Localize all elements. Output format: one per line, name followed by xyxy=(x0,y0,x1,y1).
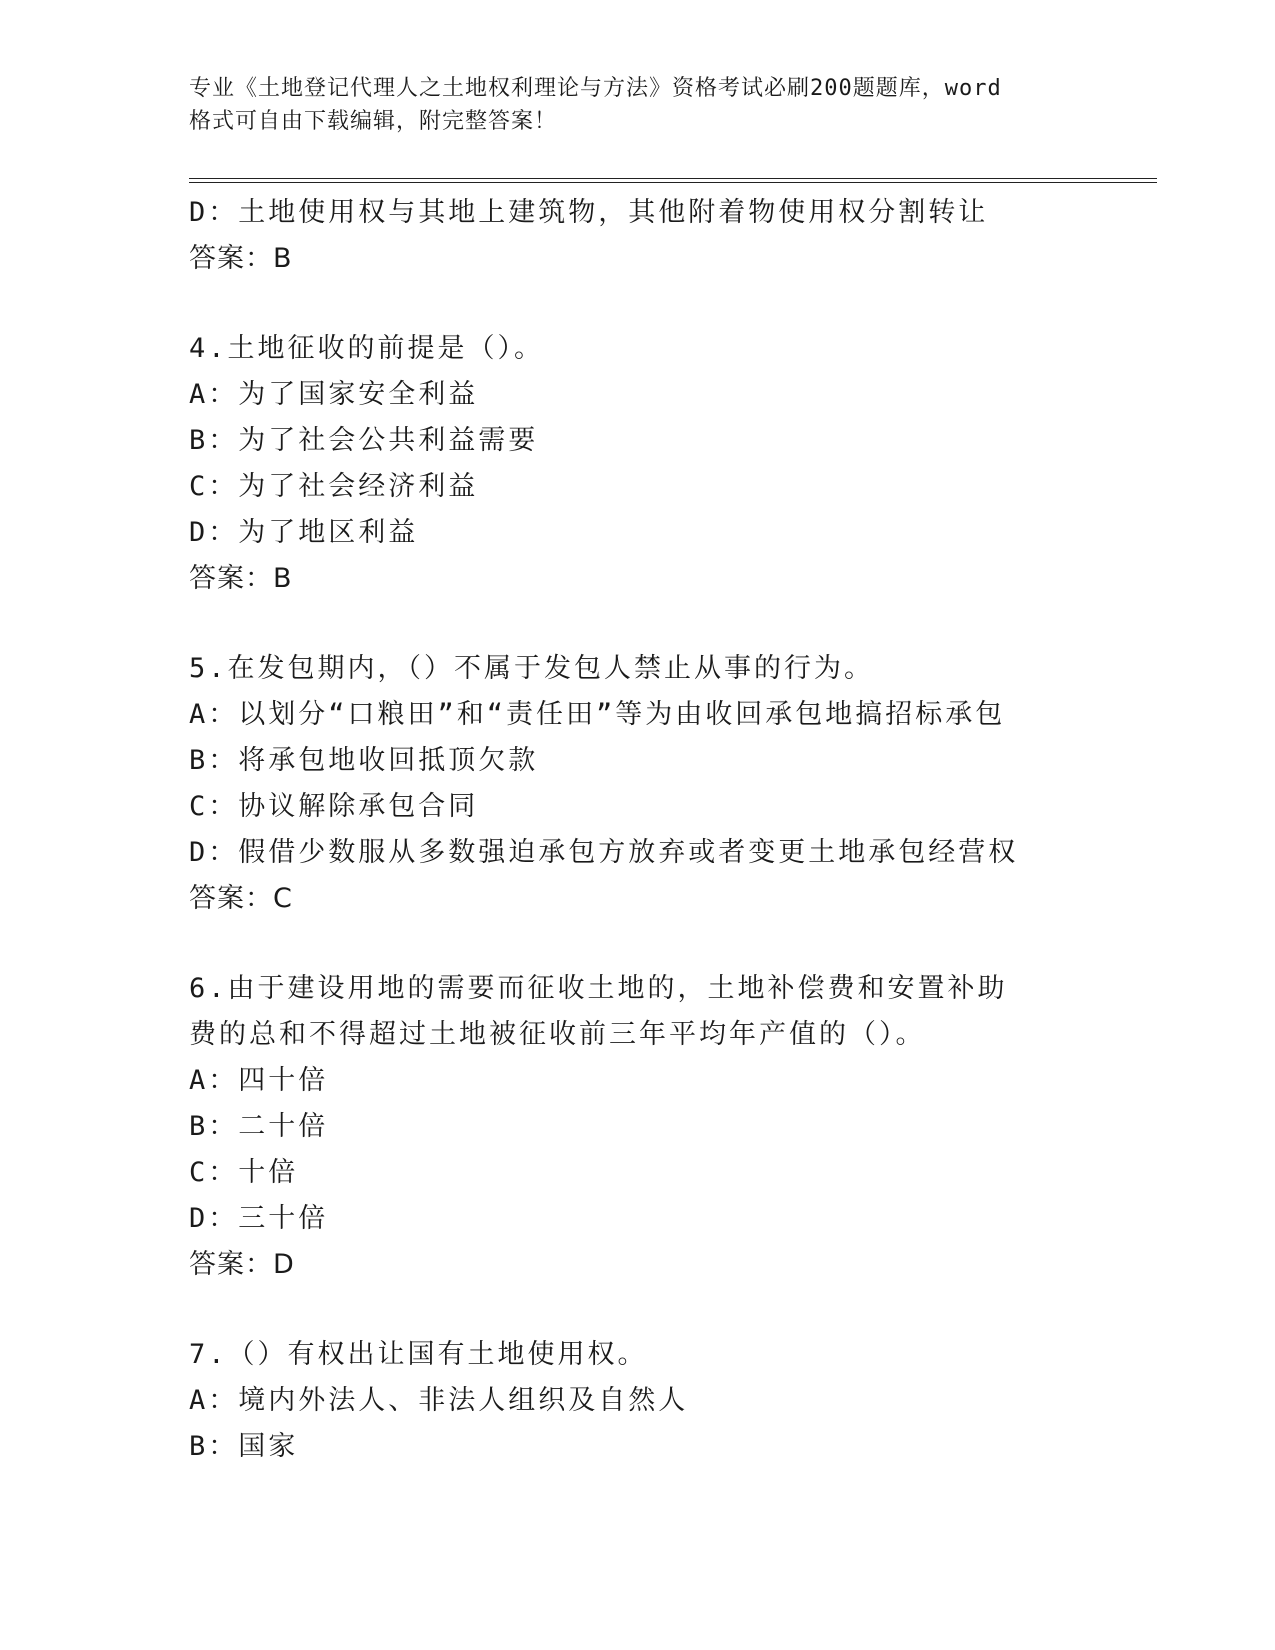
question-stem: 6.由于建设用地的需要而征收土地的，土地补偿费和安置补助费的总和不得超过土地被征收前三年平均年产值的（）。 xyxy=(189,973,1008,1050)
option-d: D：三十倍 xyxy=(189,1203,329,1234)
option-d: D：土地使用权与其地上建筑物，其他附着物使用权分割转让 xyxy=(189,197,989,228)
question-stem: 4.土地征收的前提是（）。 xyxy=(189,333,545,364)
answer-line: 答案：C xyxy=(189,883,293,914)
option-a: A：四十倍 xyxy=(189,1065,329,1096)
answer-line: 答案：D xyxy=(189,1249,295,1280)
document-header xyxy=(189,72,1069,138)
answer-line: 答案：B xyxy=(189,243,293,274)
question-4 xyxy=(189,326,1089,602)
option-a: A：以划分“口粮田”和“责任田”等为由收回承包地搞招标承包 xyxy=(189,699,1006,730)
question-stem: 7.（）有权出让国有土地使用权。 xyxy=(189,1339,648,1370)
header-title-line-2: 格式可自由下载编辑，附完整答案！ xyxy=(189,109,558,134)
question-list xyxy=(189,190,1089,1470)
option-a: A：境内外法人、非法人组织及自然人 xyxy=(189,1385,689,1416)
answer-line: 答案：B xyxy=(189,563,293,594)
option-c: C：为了社会经济利益 xyxy=(189,471,479,502)
header-divider-bottom xyxy=(189,182,1157,183)
option-b: B：将承包地收回抵顶欠款 xyxy=(189,745,539,776)
option-d: D：假借少数服从多数强迫承包方放弃或者变更土地承包经营权 xyxy=(189,837,1019,868)
header-title-line-1: 专业《土地登记代理人之土地权利理论与方法》资格考试必刷200题题库，word xyxy=(189,76,1002,101)
option-b: B：为了社会公共利益需要 xyxy=(189,425,539,456)
option-a: A：为了国家安全利益 xyxy=(189,379,479,410)
question-5 xyxy=(189,646,1089,922)
option-d: D：为了地区利益 xyxy=(189,517,419,548)
header-divider-top xyxy=(189,178,1157,179)
option-b: B：二十倍 xyxy=(189,1111,329,1142)
question-stem: 5.在发包期内，（）不属于发包人禁止从事的行为。 xyxy=(189,653,875,684)
option-c: C：十倍 xyxy=(189,1157,299,1188)
question-7 xyxy=(189,1332,1089,1470)
question-6 xyxy=(189,966,1089,1288)
option-c: C：协议解除承包合同 xyxy=(189,791,479,822)
option-b: B：国家 xyxy=(189,1431,299,1462)
